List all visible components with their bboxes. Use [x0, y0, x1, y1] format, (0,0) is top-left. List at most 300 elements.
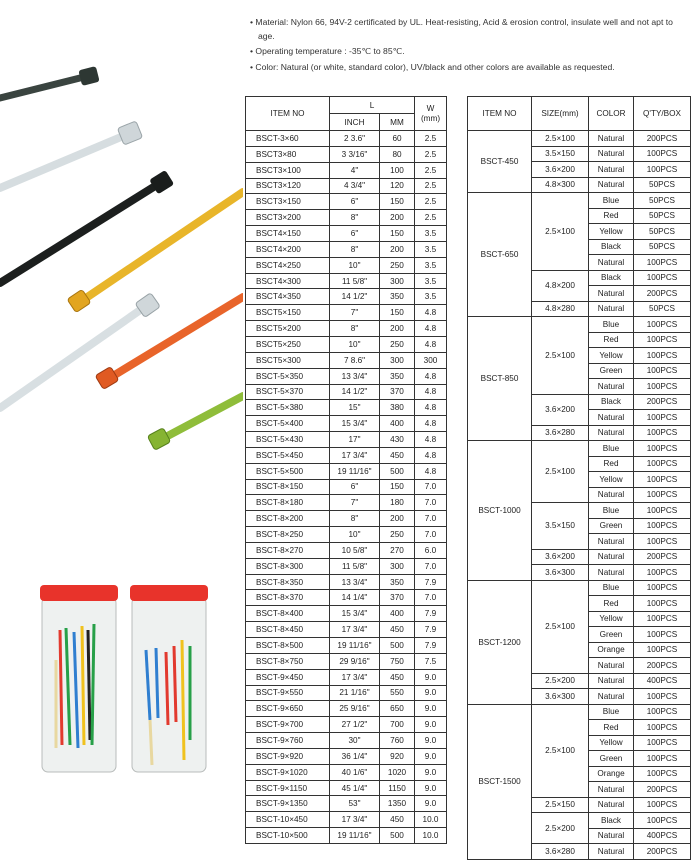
product-photo	[0, 0, 243, 855]
cell-item-no: BSCT-5×380	[246, 400, 330, 416]
header-width: W (mm)	[415, 97, 447, 131]
cell-inch: 10"	[330, 336, 380, 352]
cell-size: 4.8×280	[532, 301, 589, 317]
cell-width: 4.8	[415, 400, 447, 416]
cable-ties-image	[0, 0, 243, 855]
table-row	[468, 131, 691, 147]
cell-item-no: BSCT-5×430	[246, 432, 330, 448]
cell-item-no: BSCT-9×700	[246, 717, 330, 733]
cell-item-no: BSCT5×300	[246, 352, 330, 368]
cell-color: Natural	[589, 658, 634, 674]
cell-item-no: BSCT-450	[468, 131, 532, 193]
cell-color: Blue	[589, 503, 634, 519]
cell-width: 4.8	[415, 463, 447, 479]
cell-qty: 50PCS	[634, 193, 691, 209]
cell-item-no: BSCT-8×270	[246, 542, 330, 558]
cell-inch: 21 1/16"	[330, 685, 380, 701]
table-row	[246, 162, 447, 178]
cell-inch: 19 11/16"	[330, 463, 380, 479]
cell-width: 7.0	[415, 590, 447, 606]
table-row	[246, 748, 447, 764]
cell-mm: 200	[380, 511, 415, 527]
cell-mm: 300	[380, 558, 415, 574]
cell-color: Natural	[589, 487, 634, 503]
header-length: L	[330, 97, 415, 114]
cell-item-no: BSCT3×150	[246, 194, 330, 210]
cell-width: 9.0	[415, 796, 447, 812]
table-row	[246, 495, 447, 511]
cell-color: Yellow	[589, 735, 634, 751]
cell-mm: 500	[380, 463, 415, 479]
table-row	[246, 685, 447, 701]
cell-inch: 14 1/4"	[330, 590, 380, 606]
cell-color: Natural	[589, 379, 634, 395]
cell-size: 3.6×200	[532, 162, 589, 178]
cell-size: 2.5×150	[532, 797, 589, 813]
table-row	[246, 717, 447, 733]
cell-mm: 250	[380, 527, 415, 543]
cell-qty: 200PCS	[634, 782, 691, 798]
cell-item-no: BSCT-8×180	[246, 495, 330, 511]
cell-inch: 17 3/4"	[330, 669, 380, 685]
cell-size: 3.6×280	[532, 425, 589, 441]
table-row	[246, 178, 447, 194]
cell-width: 9.0	[415, 748, 447, 764]
cell-item-no: BSCT3×100	[246, 162, 330, 178]
table-row	[246, 590, 447, 606]
cell-color: Blue	[589, 704, 634, 720]
cell-color: Red	[589, 720, 634, 736]
cell-inch: 17 3/4"	[330, 622, 380, 638]
cell-color: Blue	[589, 580, 634, 596]
cell-item-no: BSCT-8×150	[246, 479, 330, 495]
cell-width: 7.9	[415, 622, 447, 638]
cell-mm: 450	[380, 669, 415, 685]
cell-width: 4.8	[415, 447, 447, 463]
cell-mm: 200	[380, 241, 415, 257]
cell-width: 2.5	[415, 146, 447, 162]
cell-inch: 8"	[330, 321, 380, 337]
cell-size: 4.8×300	[532, 177, 589, 193]
table-row	[246, 241, 447, 257]
cell-item-no: BSCT-5×400	[246, 416, 330, 432]
table-row	[246, 447, 447, 463]
cell-color: Natural	[589, 255, 634, 271]
cell-mm: 350	[380, 289, 415, 305]
cell-mm: 430	[380, 432, 415, 448]
cell-item-no: BSCT5×200	[246, 321, 330, 337]
cell-mm: 250	[380, 257, 415, 273]
spec-notes	[250, 16, 686, 76]
cell-color: Yellow	[589, 348, 634, 364]
cell-width: 4.8	[415, 368, 447, 384]
cell-qty: 100PCS	[634, 410, 691, 426]
cell-item-no: BSCT-8×300	[246, 558, 330, 574]
table-row	[246, 653, 447, 669]
table-row	[246, 733, 447, 749]
cell-color: Red	[589, 596, 634, 612]
cell-mm: 400	[380, 416, 415, 432]
cell-mm: 500	[380, 828, 415, 844]
cell-width: 3.5	[415, 241, 447, 257]
cell-inch: 4"	[330, 162, 380, 178]
table-row	[246, 574, 447, 590]
cell-mm: 370	[380, 384, 415, 400]
cell-color: Yellow	[589, 472, 634, 488]
cell-qty: 100PCS	[634, 363, 691, 379]
cell-item-no: BSCT4×350	[246, 289, 330, 305]
cell-color: Blue	[589, 317, 634, 333]
cell-item-no: BSCT-5×500	[246, 463, 330, 479]
cell-qty: 50PCS	[634, 208, 691, 224]
cell-width: 2.5	[415, 162, 447, 178]
table-row	[246, 352, 447, 368]
cell-qty: 100PCS	[634, 642, 691, 658]
cell-item-no: BSCT-8×750	[246, 653, 330, 669]
cell-inch: 36 1/4"	[330, 748, 380, 764]
cell-item-no: BSCT-1500	[468, 704, 532, 859]
cell-color: Natural	[589, 131, 634, 147]
cell-color: Natural	[589, 177, 634, 193]
cell-color: Red	[589, 456, 634, 472]
cell-qty: 200PCS	[634, 131, 691, 147]
cell-width: 6.0	[415, 542, 447, 558]
cell-inch: 6"	[330, 194, 380, 210]
table-row	[246, 828, 447, 844]
cell-qty: 100PCS	[634, 627, 691, 643]
cell-inch: 11 5/8"	[330, 558, 380, 574]
cell-inch: 29 9/16"	[330, 653, 380, 669]
cell-inch: 15"	[330, 400, 380, 416]
cell-inch: 25 9/16"	[330, 701, 380, 717]
cell-width: 3.5	[415, 273, 447, 289]
cell-mm: 150	[380, 226, 415, 242]
cell-mm: 60	[380, 131, 415, 147]
cell-color: Green	[589, 751, 634, 767]
cell-qty: 50PCS	[634, 239, 691, 255]
cell-size: 2.5×100	[532, 704, 589, 797]
table-row	[246, 780, 447, 796]
packaging-table	[467, 96, 691, 860]
cell-color: Black	[589, 813, 634, 829]
cell-inch: 10 5/8"	[330, 542, 380, 558]
cell-width: 4.8	[415, 432, 447, 448]
table-row	[246, 400, 447, 416]
table-row	[246, 321, 447, 337]
cell-width: 9.0	[415, 685, 447, 701]
cell-item-no: BSCT3×200	[246, 210, 330, 226]
cell-item-no: BSCT-3×60	[246, 131, 330, 147]
cell-width: 4.8	[415, 321, 447, 337]
cell-item-no: BSCT-8×250	[246, 527, 330, 543]
cell-qty: 100PCS	[634, 270, 691, 286]
cell-qty: 200PCS	[634, 286, 691, 302]
cell-width: 7.0	[415, 527, 447, 543]
cell-width: 10.0	[415, 812, 447, 828]
cell-mm: 650	[380, 701, 415, 717]
cell-qty: 100PCS	[634, 689, 691, 705]
cell-width: 2.5	[415, 210, 447, 226]
cell-width: 9.0	[415, 764, 447, 780]
cell-size: 3.6×300	[532, 565, 589, 581]
cell-item-no: BSCT-9×920	[246, 748, 330, 764]
cell-qty: 100PCS	[634, 720, 691, 736]
cell-width: 7.9	[415, 638, 447, 654]
table-row	[246, 131, 447, 147]
cell-item-no: BSCT-650	[468, 193, 532, 317]
cell-qty: 100PCS	[634, 735, 691, 751]
cell-color: Natural	[589, 162, 634, 178]
cell-item-no: BSCT-8×450	[246, 622, 330, 638]
table-row	[246, 764, 447, 780]
table-row	[246, 336, 447, 352]
cell-mm: 270	[380, 542, 415, 558]
table-row	[246, 368, 447, 384]
header-mm: MM	[380, 114, 415, 131]
cell-inch: 45 1/4"	[330, 780, 380, 796]
cell-color: Natural	[589, 425, 634, 441]
cell-width: 9.0	[415, 669, 447, 685]
cell-width: 3.5	[415, 289, 447, 305]
cell-width: 7.0	[415, 558, 447, 574]
cell-mm: 760	[380, 733, 415, 749]
cell-inch: 8"	[330, 241, 380, 257]
cell-inch: 7"	[330, 305, 380, 321]
cell-color: Natural	[589, 828, 634, 844]
cell-item-no: BSCT-8×500	[246, 638, 330, 654]
cell-mm: 180	[380, 495, 415, 511]
cell-mm: 450	[380, 447, 415, 463]
cell-color: Natural	[589, 146, 634, 162]
cell-inch: 15 3/4"	[330, 416, 380, 432]
table-row	[246, 622, 447, 638]
cell-mm: 350	[380, 574, 415, 590]
cell-qty: 100PCS	[634, 332, 691, 348]
cell-item-no: BSCT-10×450	[246, 812, 330, 828]
cell-qty: 50PCS	[634, 177, 691, 193]
cell-width: 10.0	[415, 828, 447, 844]
table-row	[246, 479, 447, 495]
cell-item-no: BSCT3×80	[246, 146, 330, 162]
cell-inch: 14 1/2"	[330, 289, 380, 305]
cell-inch: 11 5/8"	[330, 273, 380, 289]
cell-size: 2.5×100	[532, 317, 589, 395]
cell-inch: 17"	[330, 432, 380, 448]
note-temperature: • Operating temperature : -35℃ to 85℃.	[250, 46, 405, 56]
cell-item-no: BSCT-5×370	[246, 384, 330, 400]
cell-item-no: BSCT5×150	[246, 305, 330, 321]
cell-mm: 150	[380, 305, 415, 321]
cell-qty: 100PCS	[634, 503, 691, 519]
table-row	[246, 511, 447, 527]
table-row	[246, 194, 447, 210]
cell-size: 3.6×280	[532, 844, 589, 860]
cell-color: Natural	[589, 549, 634, 565]
table-row	[246, 289, 447, 305]
cell-qty: 100PCS	[634, 472, 691, 488]
cell-item-no: BSCT-5×450	[246, 447, 330, 463]
cell-width: 4.8	[415, 336, 447, 352]
cell-inch: 15 3/4"	[330, 606, 380, 622]
cell-mm: 200	[380, 210, 415, 226]
cell-width: 4.8	[415, 384, 447, 400]
cell-color: Natural	[589, 534, 634, 550]
cell-color: Red	[589, 208, 634, 224]
table-row	[246, 210, 447, 226]
table-row	[246, 796, 447, 812]
jar-left	[40, 585, 118, 772]
cell-color: Natural	[589, 782, 634, 798]
cell-item-no: BSCT-9×650	[246, 701, 330, 717]
cell-item-no: BSCT-1000	[468, 441, 532, 581]
cable-tie-size-table	[245, 96, 447, 844]
cell-mm: 1150	[380, 780, 415, 796]
cell-inch: 2 3.6"	[330, 131, 380, 147]
cell-color: Natural	[589, 844, 634, 860]
cell-width: 9.0	[415, 717, 447, 733]
cell-qty: 100PCS	[634, 565, 691, 581]
cell-inch: 10"	[330, 257, 380, 273]
cell-color: Natural	[589, 410, 634, 426]
cell-qty: 100PCS	[634, 456, 691, 472]
cell-item-no: BSCT-1200	[468, 580, 532, 704]
table-row	[246, 463, 447, 479]
cell-qty: 100PCS	[634, 596, 691, 612]
cell-mm: 1020	[380, 764, 415, 780]
cell-item-no: BSCT-9×1020	[246, 764, 330, 780]
table-row	[246, 305, 447, 321]
table-row	[246, 146, 447, 162]
cell-color: Orange	[589, 766, 634, 782]
cell-mm: 450	[380, 622, 415, 638]
note-color: • Color: Natural (or white, standard color), UV/black and other colors are available as requested.	[250, 61, 615, 72]
header-color: COLOR	[589, 97, 634, 131]
cell-qty: 50PCS	[634, 301, 691, 317]
table-row	[468, 580, 691, 596]
cell-qty: 200PCS	[634, 549, 691, 565]
table-row	[246, 606, 447, 622]
header-item-no: ITEM NO	[468, 97, 532, 131]
cell-inch: 17 3/4"	[330, 447, 380, 463]
cell-inch: 53"	[330, 796, 380, 812]
cell-inch: 8"	[330, 511, 380, 527]
cell-qty: 100PCS	[634, 704, 691, 720]
cell-width: 7.9	[415, 606, 447, 622]
cell-mm: 370	[380, 590, 415, 606]
cell-width: 4.8	[415, 416, 447, 432]
cell-qty: 100PCS	[634, 797, 691, 813]
cell-size: 2.5×100	[532, 131, 589, 147]
cell-inch: 17 3/4"	[330, 812, 380, 828]
cell-width: 7.0	[415, 511, 447, 527]
cell-width: 7.0	[415, 479, 447, 495]
cell-qty: 100PCS	[634, 580, 691, 596]
table-row	[468, 704, 691, 720]
cell-item-no: BSCT5×250	[246, 336, 330, 352]
cell-qty: 100PCS	[634, 317, 691, 333]
cell-inch: 30"	[330, 733, 380, 749]
cell-qty: 100PCS	[634, 425, 691, 441]
table-row	[246, 669, 447, 685]
cell-mm: 750	[380, 653, 415, 669]
cell-size: 3.6×200	[532, 394, 589, 425]
cell-qty: 100PCS	[634, 348, 691, 364]
cell-mm: 920	[380, 748, 415, 764]
cell-color: Yellow	[589, 224, 634, 240]
cell-mm: 100	[380, 162, 415, 178]
cell-mm: 700	[380, 717, 415, 733]
cell-color: Natural	[589, 673, 634, 689]
cell-inch: 10"	[330, 527, 380, 543]
cell-color: Green	[589, 627, 634, 643]
header-item-no: ITEM NO	[246, 97, 330, 131]
cell-mm: 120	[380, 178, 415, 194]
cell-inch: 7 8.6"	[330, 352, 380, 368]
cell-width: 3.5	[415, 257, 447, 273]
cell-item-no: BSCT-9×450	[246, 669, 330, 685]
cell-color: Blue	[589, 441, 634, 457]
cell-size: 2.5×100	[532, 580, 589, 673]
cell-color: Green	[589, 518, 634, 534]
cell-mm: 550	[380, 685, 415, 701]
cell-size: 3.6×300	[532, 689, 589, 705]
cell-mm: 350	[380, 368, 415, 384]
table-row	[246, 226, 447, 242]
cell-qty: 100PCS	[634, 255, 691, 271]
cell-qty: 100PCS	[634, 441, 691, 457]
cell-color: Red	[589, 332, 634, 348]
cell-qty: 100PCS	[634, 518, 691, 534]
cell-qty: 100PCS	[634, 813, 691, 829]
cell-item-no: BSCT-8×350	[246, 574, 330, 590]
cell-width: 9.0	[415, 780, 447, 796]
cell-qty: 100PCS	[634, 751, 691, 767]
cell-item-no: BSCT4×300	[246, 273, 330, 289]
cell-item-no: BSCT-5×350	[246, 368, 330, 384]
cell-width: 2.5	[415, 178, 447, 194]
cell-color: Natural	[589, 286, 634, 302]
table-row	[246, 812, 447, 828]
cell-qty: 200PCS	[634, 844, 691, 860]
cell-qty: 100PCS	[634, 534, 691, 550]
cell-width: 3.5	[415, 226, 447, 242]
cell-color: Blue	[589, 193, 634, 209]
cell-width: 2.5	[415, 194, 447, 210]
cell-size: 4.8×200	[532, 270, 589, 301]
cell-item-no: BSCT-9×1350	[246, 796, 330, 812]
cell-width: 7.9	[415, 574, 447, 590]
cell-mm: 80	[380, 146, 415, 162]
cell-color: Natural	[589, 797, 634, 813]
cell-width: 7.0	[415, 495, 447, 511]
cell-inch: 6"	[330, 479, 380, 495]
table-row	[468, 317, 691, 333]
cell-width: 9.0	[415, 733, 447, 749]
cell-qty: 50PCS	[634, 224, 691, 240]
table-row	[246, 527, 447, 543]
cell-width: 9.0	[415, 701, 447, 717]
table-row	[246, 558, 447, 574]
cell-size: 3.5×150	[532, 503, 589, 550]
cell-item-no: BSCT3×120	[246, 178, 330, 194]
cell-inch: 3 3/16"	[330, 146, 380, 162]
cell-size: 3.5×150	[532, 146, 589, 162]
cell-inch: 14 1/2"	[330, 384, 380, 400]
cell-inch: 6"	[330, 226, 380, 242]
table-row	[246, 701, 447, 717]
cell-inch: 13 3/4"	[330, 368, 380, 384]
cell-inch: 7"	[330, 495, 380, 511]
